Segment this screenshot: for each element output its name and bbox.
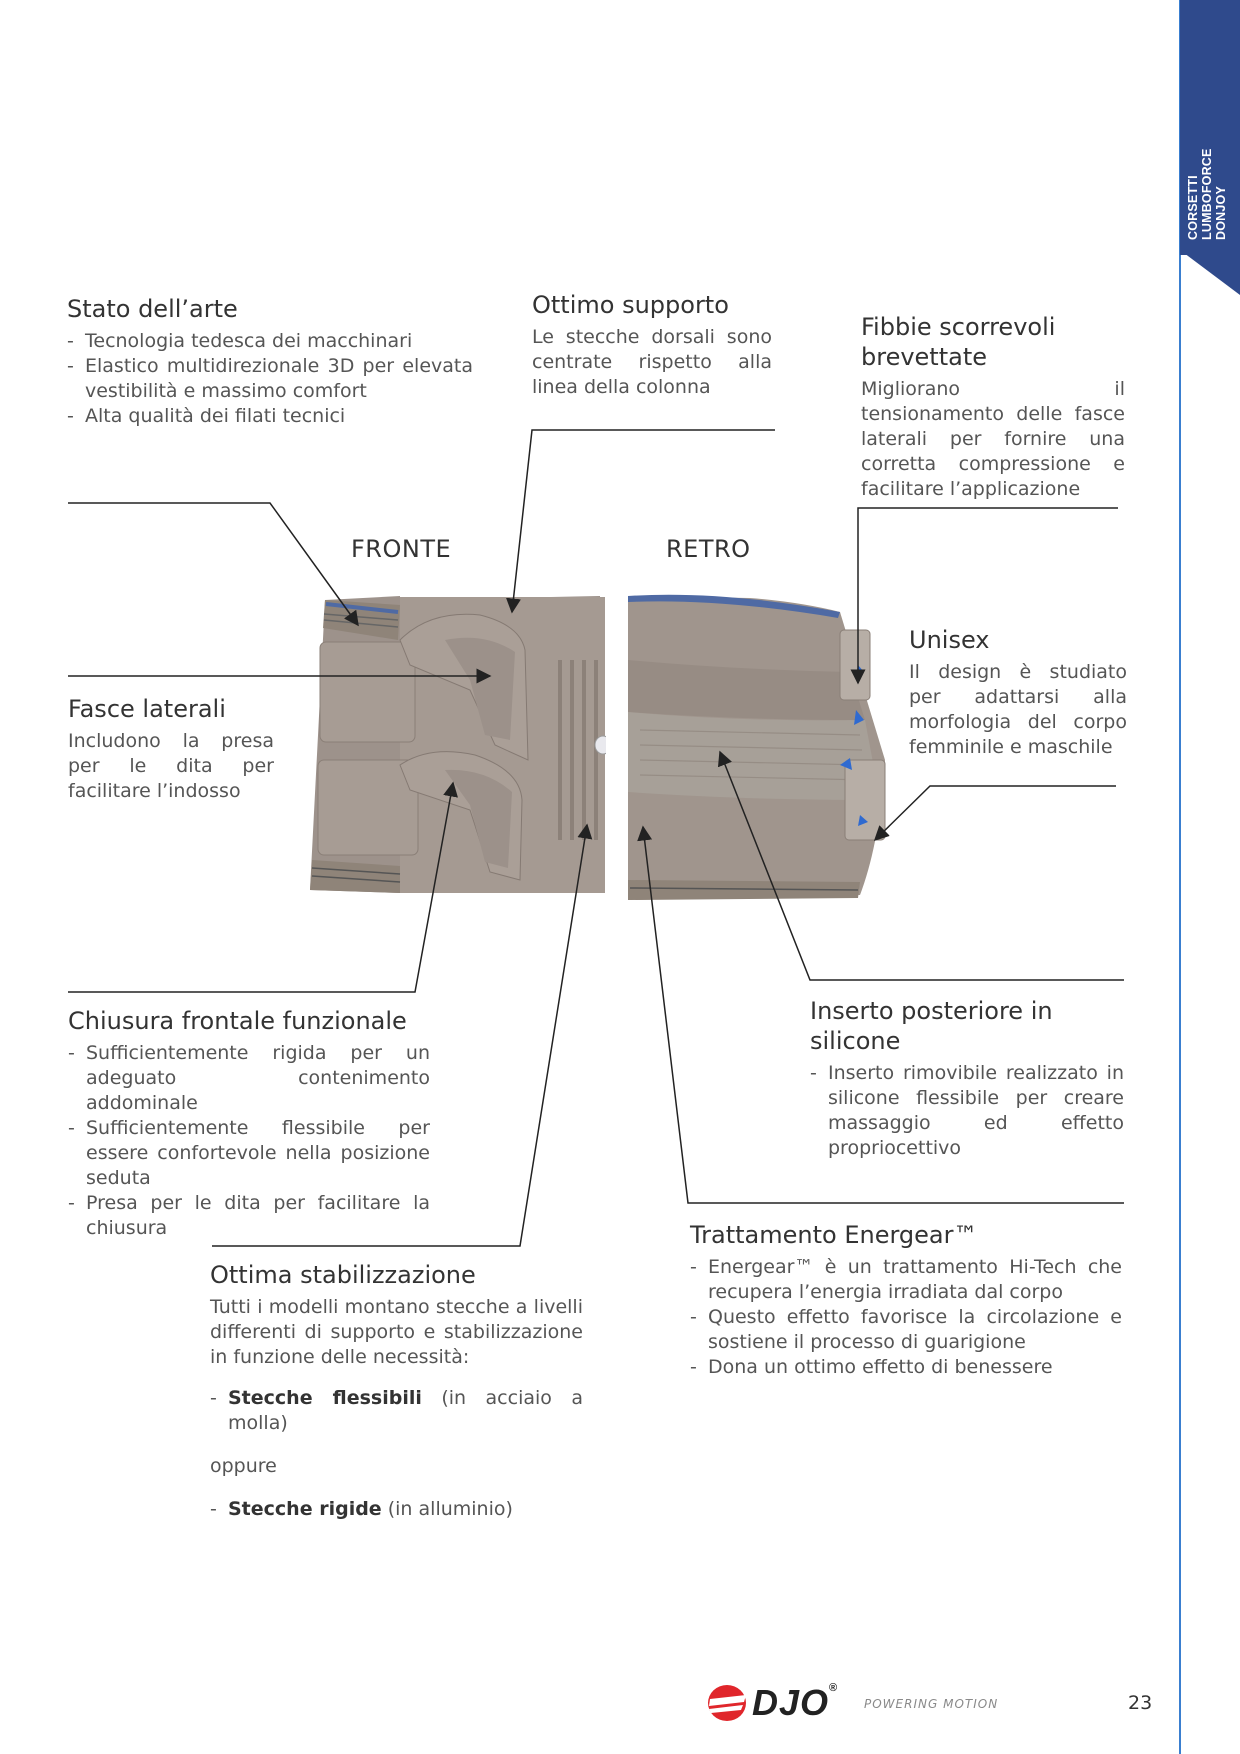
list-item: - Inserto rimovibile realizzato in silicone flessibile per creare massaggio ed effetto propriocettivo: [810, 1061, 1124, 1161]
fibbie-block: [861, 312, 1125, 502]
callout-stato-arte: [68, 503, 358, 625]
ottimo-supporto-title: Ottimo supporto: [532, 291, 729, 319]
tagline: POWERING MOTION: [864, 1697, 999, 1711]
stabilizzazione-title: Ottima stabilizzazione: [210, 1261, 476, 1289]
inserto-list: [810, 1061, 1124, 1161]
energear-list: [690, 1255, 1122, 1380]
energear-block: [690, 1220, 1122, 1380]
list-item: - Tecnologia tedesca dei macchinari: [67, 329, 473, 354]
list-item: - Presa per le dita per facilitare la chiusura: [68, 1191, 430, 1241]
stato-arte-title: Stato dell’arte: [67, 295, 238, 323]
chiusura-block: [68, 1006, 430, 1241]
unisex-block: [909, 625, 1127, 760]
stabilizzazione-option-1: [210, 1386, 583, 1436]
list-item: [210, 1497, 583, 1522]
list-item: - Elastico multidirezionale 3D per elevata vestibilità e massimo comfort: [67, 354, 473, 404]
inserto-title: Inserto posteriore in silicone: [810, 997, 1053, 1055]
fibbie-text: Migliorano il tensionamento delle fasce laterali per fornire una corretta compressione e facilitare l’applicazione: [861, 378, 1125, 500]
chiusura-title: Chiusura frontale funzionale: [68, 1007, 407, 1035]
unisex-text: Il design è studiato per adattarsi alla morfologia del corpo femminile e maschile: [909, 661, 1127, 758]
side-tab-line-1: CORSETTI: [1186, 175, 1200, 240]
fasce-block: [68, 694, 274, 804]
option-2-bold: Stecche rigide: [228, 1498, 382, 1520]
djo-logo-icon: [706, 1683, 748, 1723]
list-item: - Sufficientemente flessibile per essere confortevole nella posizione seduta: [68, 1116, 430, 1191]
stabilizzazione-block: [210, 1260, 583, 1522]
side-tab-line-2: LUMBOFORCE: [1200, 148, 1214, 240]
option-1-bold: Stecche flessibili: [228, 1387, 422, 1409]
option-2-rest: (in alluminio): [381, 1498, 513, 1520]
side-tab-line-3: DONJOY: [1214, 186, 1228, 240]
back-label: RETRO: [666, 535, 751, 563]
fibbie-title-line-2: brevettate: [861, 343, 988, 371]
ottimo-supporto-text: Le stecche dorsali sono centrate rispetto alla linea della colonna: [532, 326, 772, 398]
fasce-title: Fasce laterali: [68, 695, 226, 723]
djo-logo-text: [752, 1682, 838, 1724]
page-number: 23: [1128, 1692, 1153, 1714]
brand-name: DJO: [752, 1682, 830, 1723]
fibbie-title-line-1: Fibbie scorrevoli: [861, 313, 1056, 341]
registered-mark: ®: [829, 1682, 839, 1694]
stabilizzazione-text: Tutti i modelli montano stecche a livelli differenti di supporto e stabilizzazione in funzione delle necessità:: [210, 1296, 583, 1368]
list-item: - Energear™ è un trattamento Hi-Tech che recupera l’energia irradiata dal corpo: [690, 1255, 1122, 1305]
list-item: - Dona un ottimo effetto di benessere: [690, 1355, 1122, 1380]
list-item: [210, 1386, 583, 1436]
fasce-text: Includono la presa per le dita per facilitare l’indosso: [68, 730, 274, 802]
fibbie-title: [861, 312, 1125, 372]
callout-ottimo-supporto: [512, 430, 775, 612]
chiusura-list: [68, 1041, 430, 1241]
list-item: - Questo effetto favorisce la circolazione e sostiene il processo di guarigione: [690, 1305, 1122, 1355]
front-label: FRONTE: [351, 535, 452, 563]
front-brace: [310, 596, 611, 893]
stato-arte-list: [67, 329, 473, 429]
stabilizzazione-option-2: [210, 1497, 583, 1522]
list-item: - Sufficientemente rigida per un adeguato contenimento addominale: [68, 1041, 430, 1116]
energear-title: Trattamento Energear™: [690, 1221, 978, 1249]
inserto-block: [810, 996, 1124, 1161]
ottimo-supporto-block: [532, 290, 772, 400]
callout-unisex: [875, 786, 1116, 840]
stato-arte-block: [67, 294, 473, 429]
option-1-rest: (in acciaio a molla): [228, 1387, 583, 1434]
unisex-title: Unisex: [909, 626, 990, 654]
stabilizzazione-oppure: oppure: [210, 1455, 277, 1477]
list-item: - Alta qualità dei filati tecnici: [67, 404, 473, 429]
back-brace: [628, 595, 885, 900]
